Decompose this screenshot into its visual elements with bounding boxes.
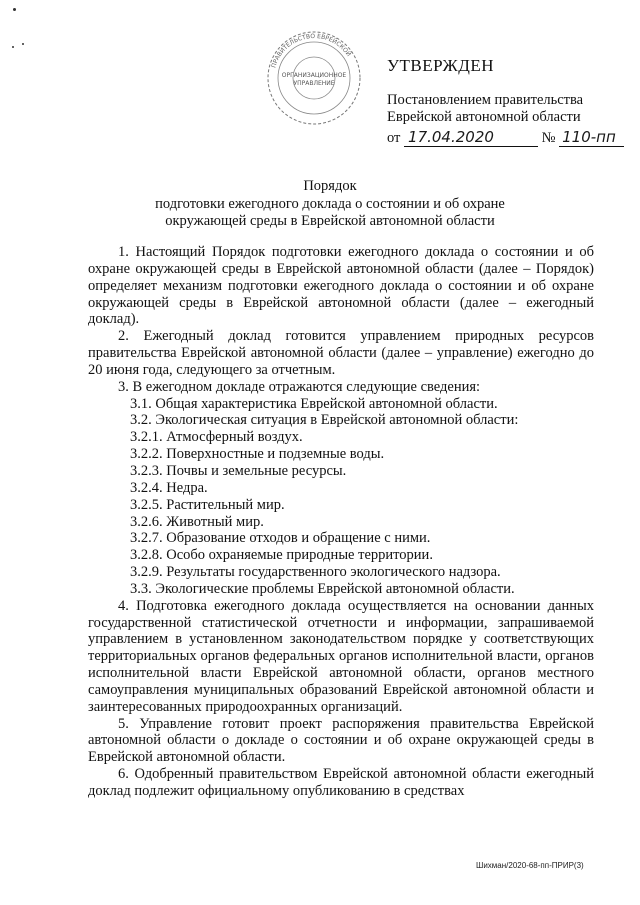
document-code: Шихман/2020-68-пп-ПРИР(3) [476,861,584,870]
paragraph-3: 3. В ежегодном докладе отражаются следующие сведения: [118,378,481,395]
svg-text:ПРАВИТЕЛЬСТВО ЕВРЕЙСКОЙ [270,33,352,69]
scan-speck [12,46,14,48]
list-item: 3.2.4. Недра. [130,479,208,496]
list-item: 3.2. Экологическая ситуация в Еврейской автономной области: [130,412,519,429]
list-item: 3.3. Экологические проблемы Еврейской автономной области. [130,580,515,597]
list-item: 3.2.8. Особо охраняемые природные территории. [130,547,433,564]
date-prefix: от [387,130,401,146]
stamp-center-line2: УПРАВЛЕНИЕ [293,80,335,87]
list-item: 3.2.9. Результаты государственного экологического надзора. [130,564,501,581]
decree-line2: Еврейской автономной области [387,109,581,125]
decree-date-number [387,128,624,147]
list-item: 3.1. Общая характеристика Еврейской автономной области. [130,395,498,412]
list-item: 3.2.6. Животный мир. [130,513,264,530]
document-title: Порядок [303,178,357,194]
list-item: 3.2.5. Растительный мир. [130,496,285,513]
list-item: 3.2.1. Атмосферный воздух. [130,429,303,446]
approved-heading: УТВЕРЖДЕН [387,56,494,75]
paragraph-2: 2. Ежегодный доклад готовится управлением природных ресурсов правительства Еврейской автономной области (далее – управление) ежегодно до 20 июня года, следующего за отчетным. [88,328,594,378]
stamp-arc-text: ПРАВИТЕЛЬСТВО ЕВРЕЙСКОЙ [270,32,353,69]
handwritten-date: 17.04.2020 [404,128,538,147]
official-stamp [258,28,370,128]
scan-speck [22,43,24,45]
list-item: 3.2.2. Поверхностные и подземные воды. [130,446,385,463]
paragraph-4: 4. Подготовка ежегодного доклада осуществляется на основании данных государственной статистической отчетности и информации, запрашиваемой управлением в установленном законодательством порядке у соответствующих территориальных органов федеральных органов исполнительной власти, органов исполнительной власти Еврейской автономной области, органов местного самоуправления муниципальных образований Еврейской автономной области и заинтересованных природоохранных организаций. [88,597,594,715]
decree-reference [387,92,583,126]
scan-speck [13,8,16,11]
document-subtitle-line1: подготовки ежегодного доклада о состоянии и об охране [155,196,505,212]
paragraph-5: 5. Управление готовит проект распоряжения правительства Еврейской автономной области о докладе о состоянии и об охране окружающей среды в Еврейской автономной области. [88,715,594,766]
paragraph-1: 1. Настоящий Порядок подготовки ежегодного доклада о состоянии и об охране окружающей среды в Еврейской автономной области (далее – Порядок) определяет механизм подготовки ежегодного доклада о состоянии и об охране окружающей среды в Еврейской автономной области (далее – ежегодный доклад). [88,244,594,328]
decree-line1: Постановлением правительства [387,92,584,108]
stamp-center-line1: ОРГАНИЗАЦИОННОЕ [281,72,347,79]
list-item: 3.2.3. Почвы и земельные ресурсы. [130,462,347,479]
handwritten-number: 110-пп [559,128,624,147]
document-subtitle-line2: окружающей среды в Еврейской автономной области [165,213,495,229]
list-item: 3.2.7. Образование отходов и обращение с ними. [130,530,431,547]
number-prefix: № [541,130,556,146]
document-body [88,244,594,800]
paragraph-6: 6. Одобренный правительством Еврейской автономной области ежегодный доклад подлежит официальному опубликованию в средствах [88,766,594,799]
